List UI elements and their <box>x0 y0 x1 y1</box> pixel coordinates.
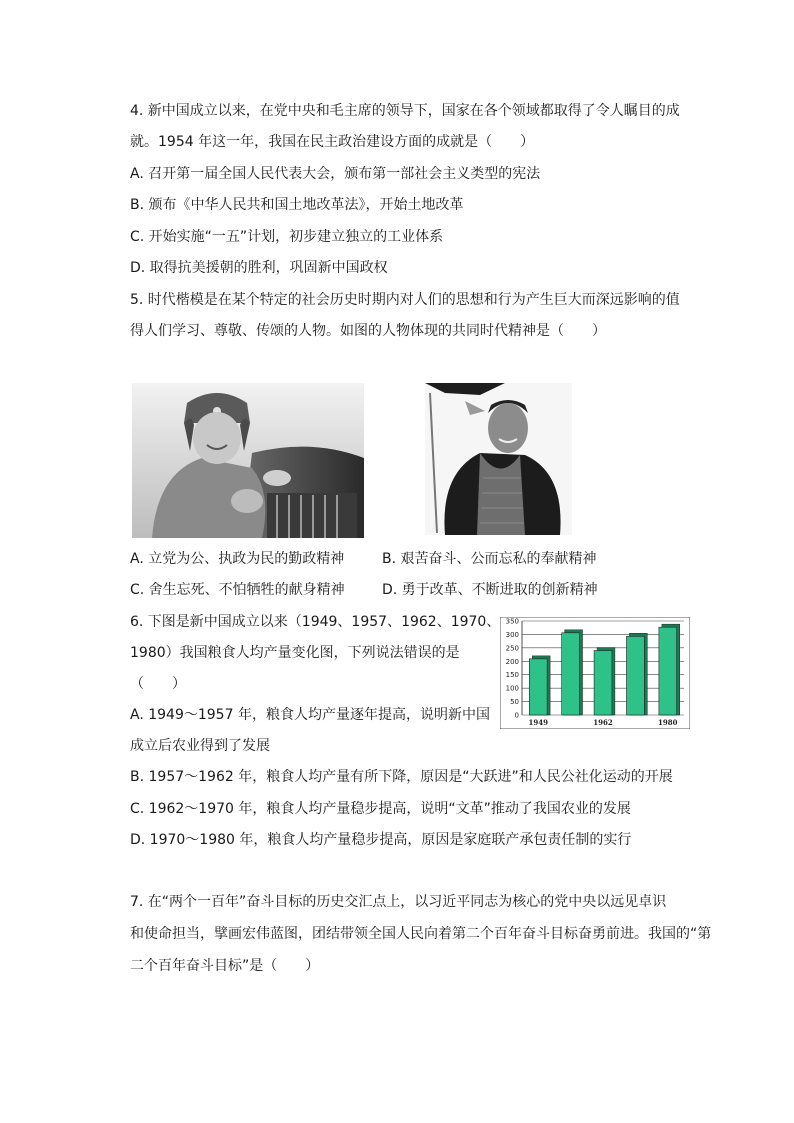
q4-option-d: D. 取得抗美援朝的胜利，巩固新中国政权 <box>130 260 388 276</box>
chart-y-tick-label: 50 <box>510 698 519 707</box>
q5-option-d: D. 勇于改革、不断进取的创新精神 <box>382 582 598 598</box>
q5-option-c: C. 舍生忘死、不怕牺牲的献身精神 <box>130 582 345 598</box>
chart-y-tick-label: 250 <box>505 644 519 653</box>
chart-bar <box>594 651 612 715</box>
q6-stem-line2: 1980）我国粮食人均产量变化图，下列说法错误的是 <box>130 645 460 661</box>
q6-option-a-line1: A. 1949～1957 年，粮食人均产量逐年提高，说明新中国 <box>130 707 490 723</box>
q5-stem-line2: 得人们学习、尊敬、传颂的人物。如图的人物体现的共同时代精神是（ ） <box>130 323 606 339</box>
chart-y-tick-label: 350 <box>505 617 519 626</box>
photo-soldier <box>132 383 364 538</box>
q4-option-c: C. 开始实施“一五”计划，初步建立独立的工业体系 <box>130 229 444 245</box>
q6-option-b: B. 1957～1962 年，粮食人均产量有所下降，原因是“大跃进”和人民公社化运动的开展 <box>130 769 673 785</box>
grain-per-capita-chart <box>500 617 690 729</box>
chart-x-tick-label: 1962 <box>593 718 613 727</box>
q5-option-a: A. 立党为公、执政为民的勤政精神 <box>130 551 345 567</box>
q6-option-a-line2: 成立后农业得到了发展 <box>130 738 270 754</box>
q7-stem-line3: 二个百年奋斗目标”是（ ） <box>130 958 320 974</box>
q4-stem-line2: 就。1954 年这一年，我国在民主政治建设方面的成就是（ ） <box>130 134 535 150</box>
q6-stem-line1: 6. 下图是新中国成立以来（1949、1957、1962、1970、 <box>130 614 501 630</box>
chart-bar <box>659 627 677 715</box>
q5-option-b: B. 艰苦奋斗、公而忘私的奉献精神 <box>382 551 597 567</box>
q4-stem-line1: 4. 新中国成立以来，在党中央和毛主席的领导下，国家在各个领域都取得了令人瞩目的成 <box>130 103 680 119</box>
chart-y-tick-label: 100 <box>505 684 519 693</box>
q6-stem-line3: （ ） <box>130 676 186 692</box>
q6-option-c: C. 1962～1970 年，粮食人均产量稳步提高，说明“文革”推动了我国农业的发展 <box>130 801 631 817</box>
photo-soldier-drawing <box>132 383 364 538</box>
q4-option-a: A. 召开第一届全国人民代表大会，颁布第一部社会主义类型的宪法 <box>130 166 541 182</box>
chart-x-tick-label: 1980 <box>658 718 678 727</box>
chart-x-tick-label: 1949 <box>528 718 548 727</box>
q5-stem-line1: 5. 时代楷模是在某个特定的社会历史时期内对人们的思想和行为产生巨大而深远影响的值 <box>130 292 680 308</box>
q4-option-b: B. 颁布《中华人民共和国土地改革法》，开始土地改革 <box>130 197 464 213</box>
chart-y-tick-label: 0 <box>514 711 519 720</box>
photo-man-in-coat <box>425 383 572 535</box>
q7-stem-line2: 和使命担当，擘画宏伟蓝图，团结带领全国人民向着第二个百年奋斗目标奋勇前进。我国的“第 <box>130 926 712 942</box>
chart-bar <box>626 636 644 715</box>
chart-bar <box>529 659 547 715</box>
q6-option-d: D. 1970～1980 年，粮食人均产量稳步提高，原因是家庭联产承包责任制的实行 <box>130 832 632 848</box>
photo-man-drawing <box>425 383 572 535</box>
chart-y-tick-label: 150 <box>505 671 519 680</box>
q7-stem-line1: 7. 在“两个一百年”奋斗目标的历史交汇点上，以习近平同志为核心的党中央以远见卓识 <box>130 894 667 910</box>
chart-y-tick-label: 200 <box>505 657 519 666</box>
chart-bar <box>562 633 580 715</box>
chart-y-tick-label: 300 <box>505 630 519 639</box>
